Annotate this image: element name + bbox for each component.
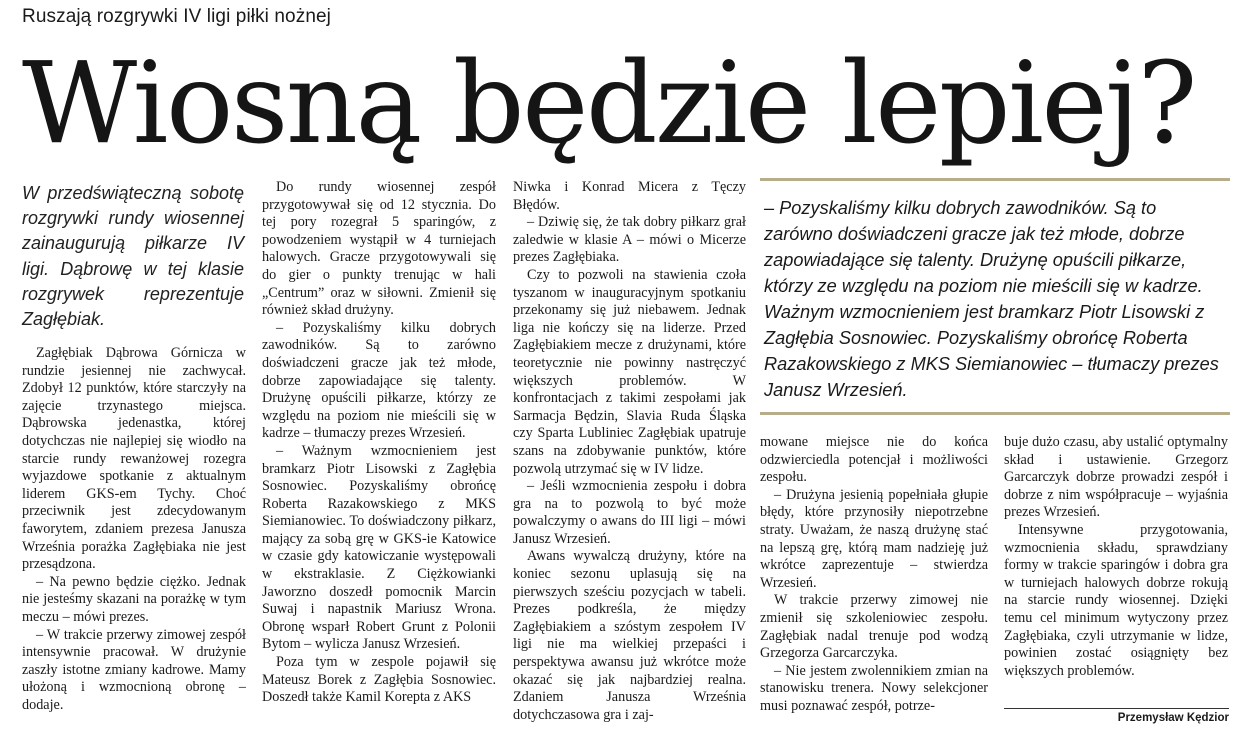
column-4	[760, 434, 988, 745]
kicker: Ruszają rozgrywki IV ligi piłki nożnej	[22, 6, 331, 27]
headline: Wiosną będzie lepiej?	[22, 39, 1195, 169]
author-byline: Przemysław Kędzior	[1117, 712, 1229, 724]
paragraph: Do rundy wiosennej zespół przygotowywał się od 12 stycznia. Do tej pory rozegrał 5 sparingów, z powodzeniem wystąpił w 4 turniejach halowych. Gracze przygotowywali się do gier o punkty trenując w hali „Centrum” oraz w siłowni. Zmienił się również skład drużyny.	[262, 179, 496, 319]
column-2	[262, 179, 496, 745]
paragraph: Awans wywalczą drużyny, które na koniec sezonu uplasują się na pierwszych sześciu pozycjach w tabeli. Prezes podkreśla, że między Zagłębiakiem a szóstym zespołem IV ligi nie ma wielkiej przepaści i perspektywa awansu już wkrótce może okazać się jak najbardziej realna. Zdaniem Janusza Września dotychczasowa gra i zaj-	[513, 548, 746, 723]
pull-quote-top-rule	[760, 178, 1230, 181]
paragraph: – Nie jestem zwolennikiem zmian na stanowisku trenera. Nowy selekcjoner musi poznawać zespół, potrze-	[760, 662, 988, 714]
column-1	[22, 345, 246, 743]
paragraph: – Drużyna jesienią popełniała głupie błędy, które przynosiły niepotrzebne straty. Uważam, że naszą drużynę stać na lepszą grę, którą mam nadzieję już wkrótce zaprezentuje – stwierdza Wrzesień.	[760, 486, 988, 591]
paragraph: W trakcie przerwy zimowej nie zmienił się szkoleniowiec zespołu. Zagłębiak nadal trenuje pod wodzą Grzegorza Garcarczyka.	[760, 592, 988, 662]
paragraph: mowane miejsce nie do końca odzwierciedla potencjał i możliwości zespołu.	[760, 434, 988, 486]
paragraph: – Na pewno będzie ciężko. Jednak nie jesteśmy skazani na porażkę w tym meczu – mówi prezes.	[22, 573, 246, 625]
paragraph: – W trakcie przerwy zimowej zespół intensywnie pracował. W drużynie zaszły istotne zmiany kadrowe. Mamy ułożoną i wzmocnioną obronę – dodaje.	[22, 626, 246, 713]
paragraph: Poza tym w zespole pojawił się Mateusz Borek z Zagłębia Sosnowiec. Doszedł także Kamil Korepta z AKS	[262, 654, 496, 706]
author-rule	[1004, 708, 1229, 709]
pull-quote-bottom-rule	[760, 412, 1230, 415]
paragraph: – Ważnym wzmocnieniem jest bramkarz Piotr Lisowski z Zagłębia Sosnowiec. Pozyskaliśmy obrońcę Roberta Razakowskiego z MKS Siemianowiec. To doświadczony piłkarz, mający za sobą grę w GKS-ie Katowice w czasie gdy katowiczanie występowali w ekstraklasie. Z Ciężkowianki Jaworzno doszedł pomocnik Marcin Suwaj i napastnik Mariusz Wrona. Obronę wsparł Robert Grunt z Polonii Bytom – wylicza Janusz Wrzesień.	[262, 442, 496, 653]
paragraph: – Jeśli wzmocnienia zespołu i dobra gra na to pozwolą to być może powalczymy o awans do III ligi – mówi Janusz Wrzesień.	[513, 478, 746, 547]
paragraph: Czy to pozwoli na stawienia czoła tyszanom w inauguracyjnym spotkaniu przekonamy się już niebawem. Jednak liga nie kończy się na liderze. Przed Zagłębiakiem mecze z drużynami, które teoretycznie nie powinny nastręczyć większych problemów. W konfrontacjach z takimi zespołami jak Sarmacja Będzin, Slavia Ruda Śląska czy Sparta Lubliniec Zagłębiak upatruje szans na zdobywanie punktów, które pozwolą utrzymać się w IV lidze.	[513, 266, 746, 477]
paragraph: Intensywne przygotowania, wzmocnienia składu, sprawdziany formy w trakcie sparingów i dobra gra w turniejach halowych dobrze rokują na starcie rundy wiosennej. Dzięki temu cel minimum wytyczony przez Zagłębiaka, czyli utrzymanie w lidze, powinien zostać osiągnięty bez większych problemów.	[1004, 521, 1228, 679]
paragraph: buje dużo czasu, aby ustalić optymalny skład i ustawienie. Grzegorz Garcarczyk dobrze prowadzi zespół i dobrze z nim współpracuje – wyjaśnia prezes Wrzesień.	[1004, 434, 1228, 521]
pull-quote: – Pozyskaliśmy kilku dobrych zawodników. Są to zarówno doświadczeni gracze jak też młode, dobrze zapowiadające się talenty. Drużynę opuścili piłkarze, którzy ze względu na poziom nie mieścili się w kadrze. Ważnym wzmocnieniem jest bramkarz Piotr Lisowski z Zagłębia Sosnowiec. Pozyskaliśmy obrońcę Roberta Razakowskiego z MKS Siemianowiec – tłumaczy prezes Janusz Wrzesień.	[764, 198, 1219, 400]
paragraph: Niwka i Konrad Micera z Tęczy Błędów.	[513, 179, 746, 213]
column-5	[1004, 434, 1228, 696]
paragraph: – Dziwię się, że tak dobry piłkarz grał zaledwie w klasie A – mówi o Micerze prezes Zagłębiaka.	[513, 214, 746, 266]
paragraph: Zagłębiak Dąbrowa Górnicza w rundzie jesiennej nie zachwycał. Zdobył 12 punktów, które starczyły na zajęcie trzynastego miejsca. Dąbrowska jedenastka, której dotychczas nie najlepiej się wiodło na starcie rundy rewanżowej rozegra wyjazdowe spotkanie z aktualnym liderem GKS-em Tychy. Choć przeciwnik jest zdecydowanym faworytem, zdaniem prezesa Janusza Września porażka Zagłębiaka nie jest przesądzona.	[22, 345, 246, 573]
column-3	[513, 179, 746, 745]
lead-paragraph: W przedświąteczną sobotę rozgrywki rundy wiosennej zainaugurują piłkarze IV ligi. Dąbrowę w tej klasie rozgrywek reprezentuje Zagłębiak.	[22, 183, 244, 330]
paragraph: – Pozyskaliśmy kilku dobrych zawodników. Są to zarówno doświadczeni gracze jak też młode, dobrze zapowiadające się talenty. Drużynę opuścili piłkarze, którzy ze względu na poziom nie mieścili się w kadrze – tłumaczy prezes Wrzesień.	[262, 319, 496, 442]
